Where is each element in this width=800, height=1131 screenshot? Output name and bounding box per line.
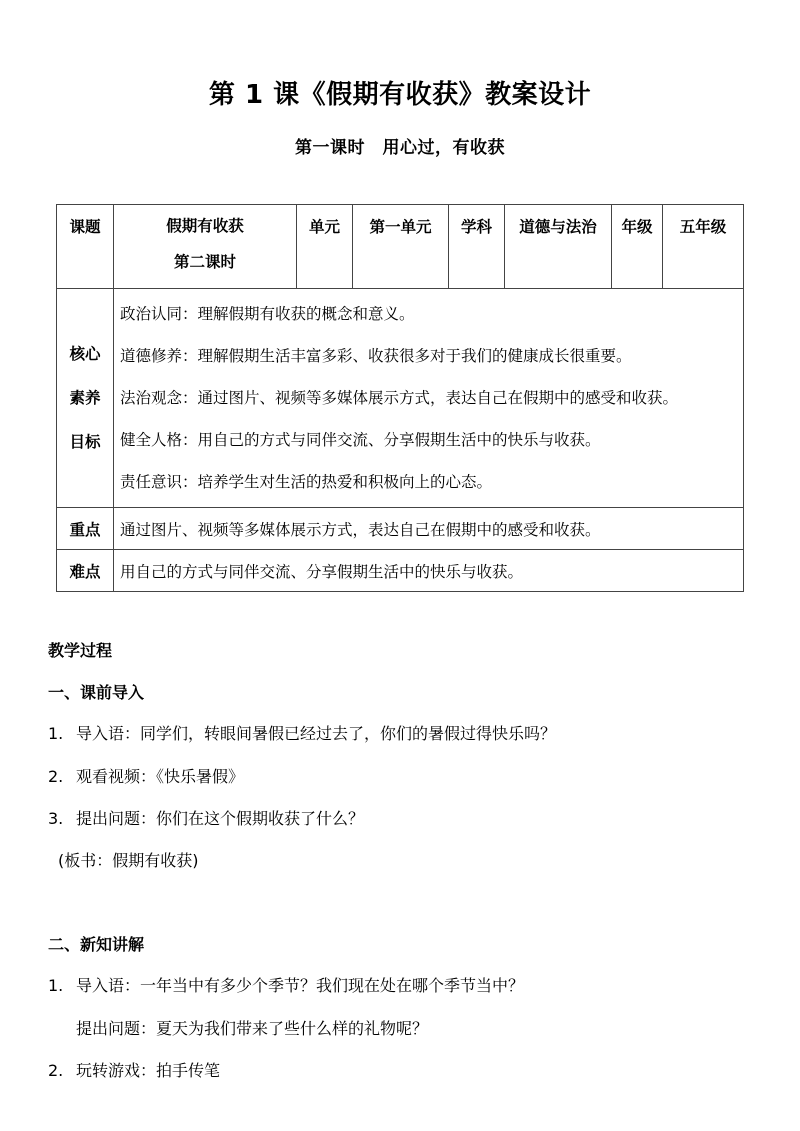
grade-value: 五年级 bbox=[663, 205, 744, 289]
section2-heading: 二、新知讲解 bbox=[48, 935, 145, 954]
difficulty-label: 难点 bbox=[57, 550, 114, 592]
table-header-row bbox=[57, 205, 744, 289]
list-item-text: 提出问题：你们在这个假期收获了什么？ bbox=[76, 809, 365, 828]
goals-list bbox=[114, 289, 744, 508]
list-item-number: 2. bbox=[48, 1061, 64, 1080]
document-title: 第 1 课《假期有收获》教案设计 bbox=[208, 80, 592, 110]
list-item-number: 2. bbox=[48, 767, 64, 786]
subject-value: 道德与法治 bbox=[505, 205, 612, 289]
list-item-text: 提出问题：夏天为我们带来了些什么样的礼物呢？ bbox=[76, 1019, 429, 1038]
goals-label-line1: 核心 bbox=[69, 345, 101, 363]
board-note: (板书：假期有收获) bbox=[58, 851, 199, 870]
difficulty-row bbox=[57, 550, 744, 592]
unit-value: 第一单元 bbox=[353, 205, 449, 289]
list-item bbox=[48, 764, 244, 787]
grade-label: 年级 bbox=[612, 205, 663, 289]
list-item-text: 导入语：一年当中有多少个季节？我们现在处在哪个季节当中？ bbox=[76, 976, 525, 995]
goal-item: 道德修养：理解假期生活丰富多彩、收获很多对于我们的健康成长很重要。 bbox=[120, 347, 632, 365]
goal-item: 政治认同：理解假期有收获的概念和意义。 bbox=[120, 305, 415, 323]
list-item bbox=[48, 973, 524, 996]
subject-label: 学科 bbox=[449, 205, 505, 289]
document-subtitle: 第一课时 用心过，有收获 bbox=[295, 138, 505, 158]
list-item bbox=[48, 1016, 428, 1039]
goal-item: 责任意识：培养学生对生活的热爱和积极向上的心态。 bbox=[120, 473, 493, 491]
topic-label: 课题 bbox=[57, 205, 114, 289]
topic-value-line2: 第二课时 bbox=[173, 253, 236, 271]
topic-value-line1: 假期有收获 bbox=[166, 217, 244, 235]
list-item-number: 1. bbox=[48, 976, 64, 995]
list-item-text: 玩转游戏：拍手传笔 bbox=[76, 1061, 221, 1080]
goal-item: 法治观念：通过图片、视频等多媒体展示方式，表达自己在假期中的感受和收获。 bbox=[120, 389, 679, 407]
key-point-row bbox=[57, 508, 744, 550]
goals-row bbox=[57, 289, 744, 508]
goals-label bbox=[57, 289, 114, 508]
lesson-info-table bbox=[56, 204, 744, 592]
list-item-number: 3. bbox=[48, 809, 64, 828]
key-point-label: 重点 bbox=[57, 508, 114, 550]
key-point-value: 通过图片、视频等多媒体展示方式，表达自己在假期中的感受和收获。 bbox=[114, 508, 744, 550]
list-item-text: 观看视频：《快乐暑假》 bbox=[76, 767, 245, 786]
list-item bbox=[48, 721, 556, 744]
process-heading: 教学过程 bbox=[48, 641, 113, 660]
list-item-number: 1. bbox=[48, 724, 64, 743]
unit-label: 单元 bbox=[297, 205, 353, 289]
section1-heading: 一、课前导入 bbox=[48, 683, 145, 702]
goal-item: 健全人格：用自己的方式与同伴交流、分享假期生活中的快乐与收获。 bbox=[120, 431, 601, 449]
goals-label-line2: 素养 bbox=[69, 389, 101, 407]
list-item-text: 导入语：同学们，转眼间暑假已经过去了，你们的暑假过得快乐吗？ bbox=[76, 724, 557, 743]
goals-label-line3: 目标 bbox=[69, 433, 101, 451]
topic-value bbox=[114, 205, 297, 289]
list-item bbox=[48, 1058, 220, 1081]
list-item bbox=[48, 806, 364, 829]
difficulty-value: 用自己的方式与同伴交流、分享假期生活中的快乐与收获。 bbox=[114, 550, 744, 592]
